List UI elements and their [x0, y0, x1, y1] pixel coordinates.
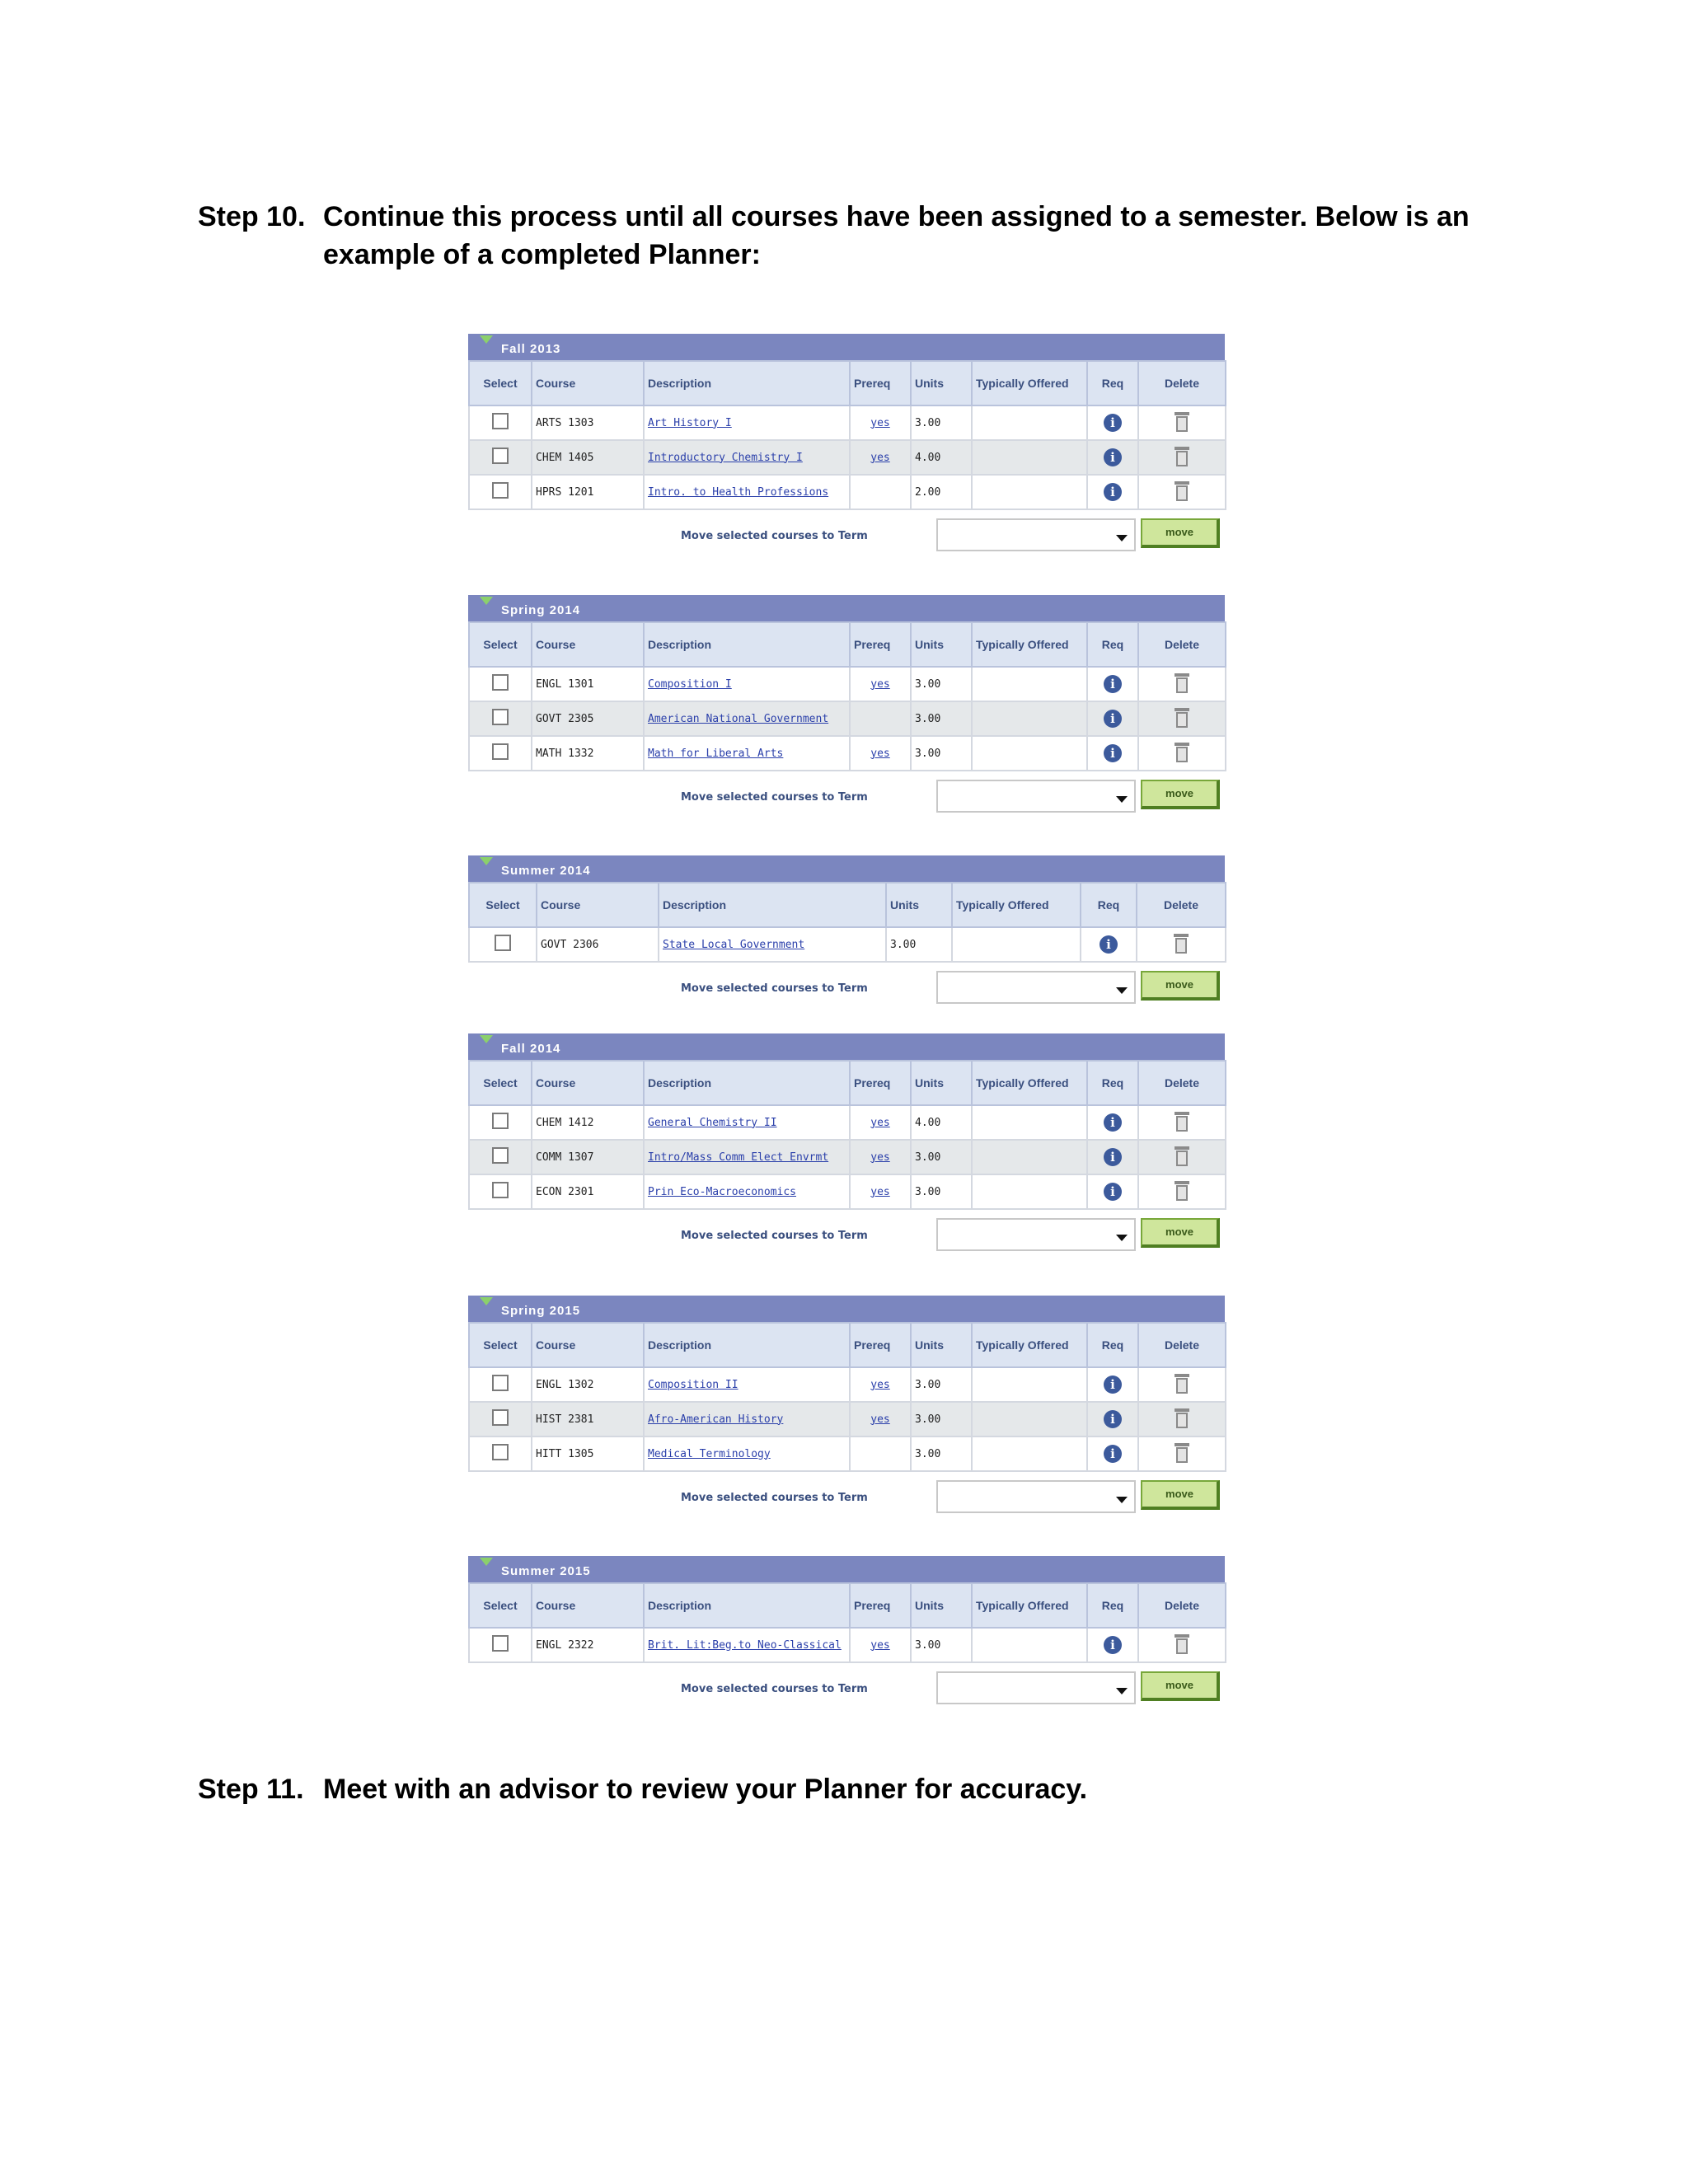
table-row: [469, 667, 1226, 701]
course-code: ENGL 1302: [532, 1367, 644, 1402]
trash-icon[interactable]: [1175, 1634, 1189, 1652]
term-name: Spring 2015: [501, 1304, 581, 1318]
col-select: Select: [469, 1061, 532, 1105]
course-units: 3.00: [886, 927, 952, 962]
term-block: [468, 855, 1225, 1012]
select-checkbox[interactable]: [492, 674, 509, 691]
select-checkbox[interactable]: [492, 413, 509, 429]
course-code: COMM 1307: [532, 1140, 644, 1174]
info-icon[interactable]: i: [1100, 935, 1118, 954]
table-row: [469, 440, 1226, 475]
course-units: 3.00: [911, 1436, 972, 1471]
term-name: Summer 2014: [501, 864, 591, 878]
courses-table: [468, 1322, 1226, 1472]
move-label: Move selected courses to Term: [681, 791, 868, 804]
course-code: CHEM 1412: [532, 1105, 644, 1140]
col-select: Select: [469, 883, 537, 927]
term-select[interactable]: [936, 1480, 1136, 1513]
prereq-link[interactable]: yes: [870, 1116, 890, 1129]
trash-icon[interactable]: [1174, 934, 1189, 952]
col-description: Description: [659, 883, 886, 927]
course-units: 4.00: [911, 440, 972, 475]
typically-offered-cell: [972, 1367, 1087, 1402]
course-code: HIST 2381: [532, 1402, 644, 1436]
move-label: Move selected courses to Term: [681, 1492, 868, 1504]
term-name: Fall 2013: [501, 342, 561, 356]
col-delete: Delete: [1138, 1583, 1226, 1628]
info-icon[interactable]: i: [1104, 675, 1122, 693]
select-checkbox[interactable]: [492, 1147, 509, 1164]
step-text: Continue this process until all courses have been assigned to a semester. Below is an example of a completed Planner:: [323, 201, 1470, 270]
term-block: [468, 1556, 1225, 1713]
col-units: Units: [886, 883, 952, 927]
trash-icon[interactable]: [1175, 412, 1189, 430]
col-description: Description: [644, 361, 850, 405]
term-select[interactable]: [936, 780, 1136, 813]
select-checkbox[interactable]: [495, 935, 511, 951]
course-description-link[interactable]: Composition II: [648, 1378, 738, 1391]
select-checkbox[interactable]: [492, 1375, 509, 1391]
course-code: HPRS 1201: [532, 475, 644, 509]
col-units: Units: [911, 1583, 972, 1628]
chevron-down-icon: [1116, 1235, 1128, 1241]
step-number: Step 11.: [198, 1774, 304, 1805]
prereq-link[interactable]: yes: [870, 416, 890, 429]
info-icon[interactable]: i: [1104, 744, 1122, 762]
typically-offered-cell: [952, 927, 1081, 962]
typically-offered-cell: [972, 1140, 1087, 1174]
move-row: [468, 1472, 1225, 1521]
trash-icon[interactable]: [1175, 1443, 1189, 1461]
trash-icon[interactable]: [1175, 1181, 1189, 1199]
col-typically-offered: Typically Offered: [972, 1061, 1087, 1105]
col-units: Units: [911, 622, 972, 667]
chevron-down-icon: [1116, 535, 1128, 541]
col-prereq: Prereq: [850, 1583, 911, 1628]
course-description-link[interactable]: Afro-American History: [648, 1413, 784, 1426]
col-select: Select: [469, 1323, 532, 1367]
col-prereq: Prereq: [850, 622, 911, 667]
col-delete: Delete: [1138, 1061, 1226, 1105]
col-req: Req: [1081, 883, 1137, 927]
course-units: 4.00: [911, 1105, 972, 1140]
term-select[interactable]: [936, 971, 1136, 1004]
table-row: [469, 1367, 1226, 1402]
step-11: [198, 1770, 1559, 1808]
typically-offered-cell: [972, 701, 1087, 736]
header-row: [469, 883, 1226, 927]
col-req: Req: [1087, 622, 1138, 667]
move-label: Move selected courses to Term: [681, 982, 868, 995]
info-icon[interactable]: i: [1104, 483, 1122, 501]
collapse-triangle-icon[interactable]: [480, 335, 493, 344]
term-block: [468, 1033, 1225, 1259]
course-description-link[interactable]: State Local Government: [663, 938, 805, 951]
info-icon[interactable]: i: [1104, 448, 1122, 466]
info-icon[interactable]: i: [1104, 1636, 1122, 1654]
table-row: [469, 1105, 1226, 1140]
course-description-link[interactable]: Brit. Lit:Beg.to Neo-Classical: [648, 1638, 842, 1652]
col-description: Description: [644, 1583, 850, 1628]
select-checkbox[interactable]: [492, 743, 509, 760]
course-code: HITT 1305: [532, 1436, 644, 1471]
header-row: [469, 1323, 1226, 1367]
prereq-link[interactable]: yes: [870, 451, 890, 464]
prereq-link[interactable]: yes: [870, 747, 890, 760]
select-checkbox[interactable]: [492, 448, 509, 464]
table-row: [469, 1436, 1226, 1471]
col-description: Description: [644, 1323, 850, 1367]
col-units: Units: [911, 1323, 972, 1367]
col-select: Select: [469, 361, 532, 405]
col-select: Select: [469, 622, 532, 667]
table-row: [469, 475, 1226, 509]
courses-table: [468, 621, 1226, 771]
course-code: CHEM 1405: [532, 440, 644, 475]
step-number: Step 10.: [198, 201, 306, 232]
col-prereq: Prereq: [850, 361, 911, 405]
course-units: 3.00: [911, 1140, 972, 1174]
col-typically-offered: Typically Offered: [972, 1583, 1087, 1628]
term-header[interactable]: [468, 595, 1225, 621]
step-10: [198, 198, 1559, 274]
move-button[interactable]: move: [1141, 1480, 1220, 1510]
course-description-link[interactable]: American National Government: [648, 712, 829, 725]
collapse-triangle-icon[interactable]: [480, 857, 493, 865]
info-icon[interactable]: i: [1104, 1183, 1122, 1201]
info-icon[interactable]: i: [1104, 414, 1122, 432]
col-delete: Delete: [1138, 622, 1226, 667]
select-checkbox[interactable]: [492, 1409, 509, 1426]
col-typically-offered: Typically Offered: [972, 1323, 1087, 1367]
course-description-link[interactable]: Introductory Chemistry I: [648, 451, 803, 464]
typically-offered-cell: [972, 1436, 1087, 1471]
courses-table: [468, 360, 1226, 510]
typically-offered-cell: [972, 1174, 1087, 1209]
header-row: [469, 1061, 1226, 1105]
table-row: [469, 701, 1226, 736]
col-units: Units: [911, 1061, 972, 1105]
move-button[interactable]: move: [1141, 1671, 1220, 1701]
chevron-down-icon: [1116, 987, 1128, 994]
col-course: Course: [532, 1061, 644, 1105]
select-checkbox[interactable]: [492, 1444, 509, 1460]
info-icon[interactable]: i: [1104, 710, 1122, 728]
select-checkbox[interactable]: [492, 1635, 509, 1652]
course-description-link[interactable]: Intro. to Health Professions: [648, 485, 829, 499]
info-icon[interactable]: i: [1104, 1445, 1122, 1463]
info-icon[interactable]: i: [1104, 1410, 1122, 1428]
col-description: Description: [644, 1061, 850, 1105]
table-row: [469, 405, 1226, 440]
term-select[interactable]: [936, 1671, 1136, 1704]
courses-table: [468, 1060, 1226, 1210]
header-row: [469, 361, 1226, 405]
courses-table: [468, 882, 1226, 963]
course-code: GOVT 2305: [532, 701, 644, 736]
course-units: 3.00: [911, 405, 972, 440]
course-description-link[interactable]: Art History I: [648, 416, 732, 429]
course-description-link[interactable]: Prin Eco-Macroeconomics: [648, 1185, 797, 1198]
course-description-link[interactable]: Math for Liberal Arts: [648, 747, 784, 760]
col-typically-offered: Typically Offered: [972, 622, 1087, 667]
table-row: [469, 927, 1226, 962]
col-delete: Delete: [1138, 361, 1226, 405]
col-course: Course: [532, 1323, 644, 1367]
col-course: Course: [532, 361, 644, 405]
collapse-triangle-icon[interactable]: [480, 1297, 493, 1305]
col-prereq: Prereq: [850, 1061, 911, 1105]
chevron-down-icon: [1116, 796, 1128, 803]
move-row: [468, 963, 1225, 1012]
info-icon[interactable]: i: [1104, 1376, 1122, 1394]
term-header[interactable]: [468, 855, 1225, 882]
trash-icon[interactable]: [1175, 673, 1189, 691]
typically-offered-cell: [972, 405, 1087, 440]
info-icon[interactable]: i: [1104, 1148, 1122, 1166]
header-row: [469, 622, 1226, 667]
prereq-link[interactable]: yes: [870, 1378, 890, 1391]
courses-table: [468, 1582, 1226, 1663]
col-delete: Delete: [1137, 883, 1226, 927]
move-button[interactable]: move: [1141, 1218, 1220, 1248]
course-description-link[interactable]: General Chemistry II: [648, 1116, 777, 1129]
move-button[interactable]: move: [1141, 780, 1220, 809]
col-course: Course: [532, 622, 644, 667]
trash-icon[interactable]: [1175, 1408, 1189, 1427]
col-req: Req: [1087, 1061, 1138, 1105]
trash-icon[interactable]: [1175, 481, 1189, 499]
course-code: ECON 2301: [532, 1174, 644, 1209]
term-select[interactable]: [936, 1218, 1136, 1251]
course-description-link[interactable]: Medical Terminology: [648, 1447, 771, 1460]
move-label: Move selected courses to Term: [681, 530, 868, 542]
chevron-down-icon: [1116, 1688, 1128, 1694]
term-name: Fall 2014: [501, 1042, 561, 1056]
course-units: 3.00: [911, 1367, 972, 1402]
term-name: Summer 2015: [501, 1564, 591, 1578]
term-header[interactable]: [468, 1033, 1225, 1060]
prereq-link[interactable]: yes: [870, 1638, 890, 1652]
course-units: 3.00: [911, 701, 972, 736]
collapse-triangle-icon[interactable]: [480, 1558, 493, 1566]
select-checkbox[interactable]: [492, 482, 509, 499]
move-label: Move selected courses to Term: [681, 1683, 868, 1695]
chevron-down-icon: [1116, 1497, 1128, 1503]
course-units: 3.00: [911, 1628, 972, 1662]
course-code: ARTS 1303: [532, 405, 644, 440]
col-units: Units: [911, 361, 972, 405]
prereq-link[interactable]: yes: [870, 677, 890, 691]
trash-icon[interactable]: [1175, 447, 1189, 465]
typically-offered-cell: [972, 475, 1087, 509]
col-req: Req: [1087, 1583, 1138, 1628]
typically-offered-cell: [972, 736, 1087, 771]
select-checkbox[interactable]: [492, 1182, 509, 1198]
course-units: 3.00: [911, 667, 972, 701]
course-units: 2.00: [911, 475, 972, 509]
trash-icon[interactable]: [1175, 1112, 1189, 1130]
move-button[interactable]: move: [1141, 971, 1220, 1001]
select-checkbox[interactable]: [492, 709, 509, 725]
move-label: Move selected courses to Term: [681, 1230, 868, 1242]
info-icon[interactable]: i: [1104, 1113, 1122, 1132]
course-description-link[interactable]: Composition I: [648, 677, 732, 691]
prereq-link[interactable]: yes: [870, 1151, 890, 1164]
col-course: Course: [532, 1583, 644, 1628]
table-row: [469, 1628, 1226, 1662]
table-row: [469, 1140, 1226, 1174]
col-description: Description: [644, 622, 850, 667]
collapse-triangle-icon[interactable]: [480, 1035, 493, 1043]
trash-icon[interactable]: [1175, 708, 1189, 726]
course-code: MATH 1332: [532, 736, 644, 771]
typically-offered-cell: [972, 1402, 1087, 1436]
move-row: [468, 510, 1225, 560]
header-row: [469, 1583, 1226, 1628]
course-units: 3.00: [911, 1402, 972, 1436]
prereq-link[interactable]: yes: [870, 1185, 890, 1198]
course-units: 3.00: [911, 1174, 972, 1209]
col-prereq: Prereq: [850, 1323, 911, 1367]
course-code: ENGL 1301: [532, 667, 644, 701]
move-row: [468, 1663, 1225, 1713]
course-description-link[interactable]: Intro/Mass Comm Elect Envrmt: [648, 1151, 829, 1164]
collapse-triangle-icon[interactable]: [480, 597, 493, 605]
typically-offered-cell: [972, 667, 1087, 701]
term-header[interactable]: [468, 334, 1225, 360]
term-name: Spring 2014: [501, 603, 581, 617]
table-row: [469, 736, 1226, 771]
typically-offered-cell: [972, 1105, 1087, 1140]
col-typically-offered: Typically Offered: [972, 361, 1087, 405]
course-code: ENGL 2322: [532, 1628, 644, 1662]
typically-offered-cell: [972, 1628, 1087, 1662]
col-typically-offered: Typically Offered: [952, 883, 1081, 927]
step-text: Meet with an advisor to review your Planner for accuracy.: [323, 1774, 1088, 1805]
col-select: Select: [469, 1583, 532, 1628]
trash-icon[interactable]: [1175, 1374, 1189, 1392]
prereq-link[interactable]: yes: [870, 1413, 890, 1426]
trash-icon[interactable]: [1175, 1146, 1189, 1165]
term-block: [468, 334, 1225, 560]
term-block: [468, 595, 1225, 821]
col-course: Course: [537, 883, 659, 927]
term-header[interactable]: [468, 1296, 1225, 1322]
term-select[interactable]: [936, 518, 1136, 551]
table-row: [469, 1174, 1226, 1209]
table-row: [469, 1402, 1226, 1436]
select-checkbox[interactable]: [492, 1113, 509, 1129]
term-block: [468, 1296, 1225, 1521]
col-req: Req: [1087, 1323, 1138, 1367]
course-units: 3.00: [911, 736, 972, 771]
term-header[interactable]: [468, 1556, 1225, 1582]
move-button[interactable]: move: [1141, 518, 1220, 548]
move-row: [468, 771, 1225, 821]
move-row: [468, 1210, 1225, 1259]
trash-icon[interactable]: [1175, 743, 1189, 761]
course-code: GOVT 2306: [537, 927, 659, 962]
col-delete: Delete: [1138, 1323, 1226, 1367]
typically-offered-cell: [972, 440, 1087, 475]
col-req: Req: [1087, 361, 1138, 405]
